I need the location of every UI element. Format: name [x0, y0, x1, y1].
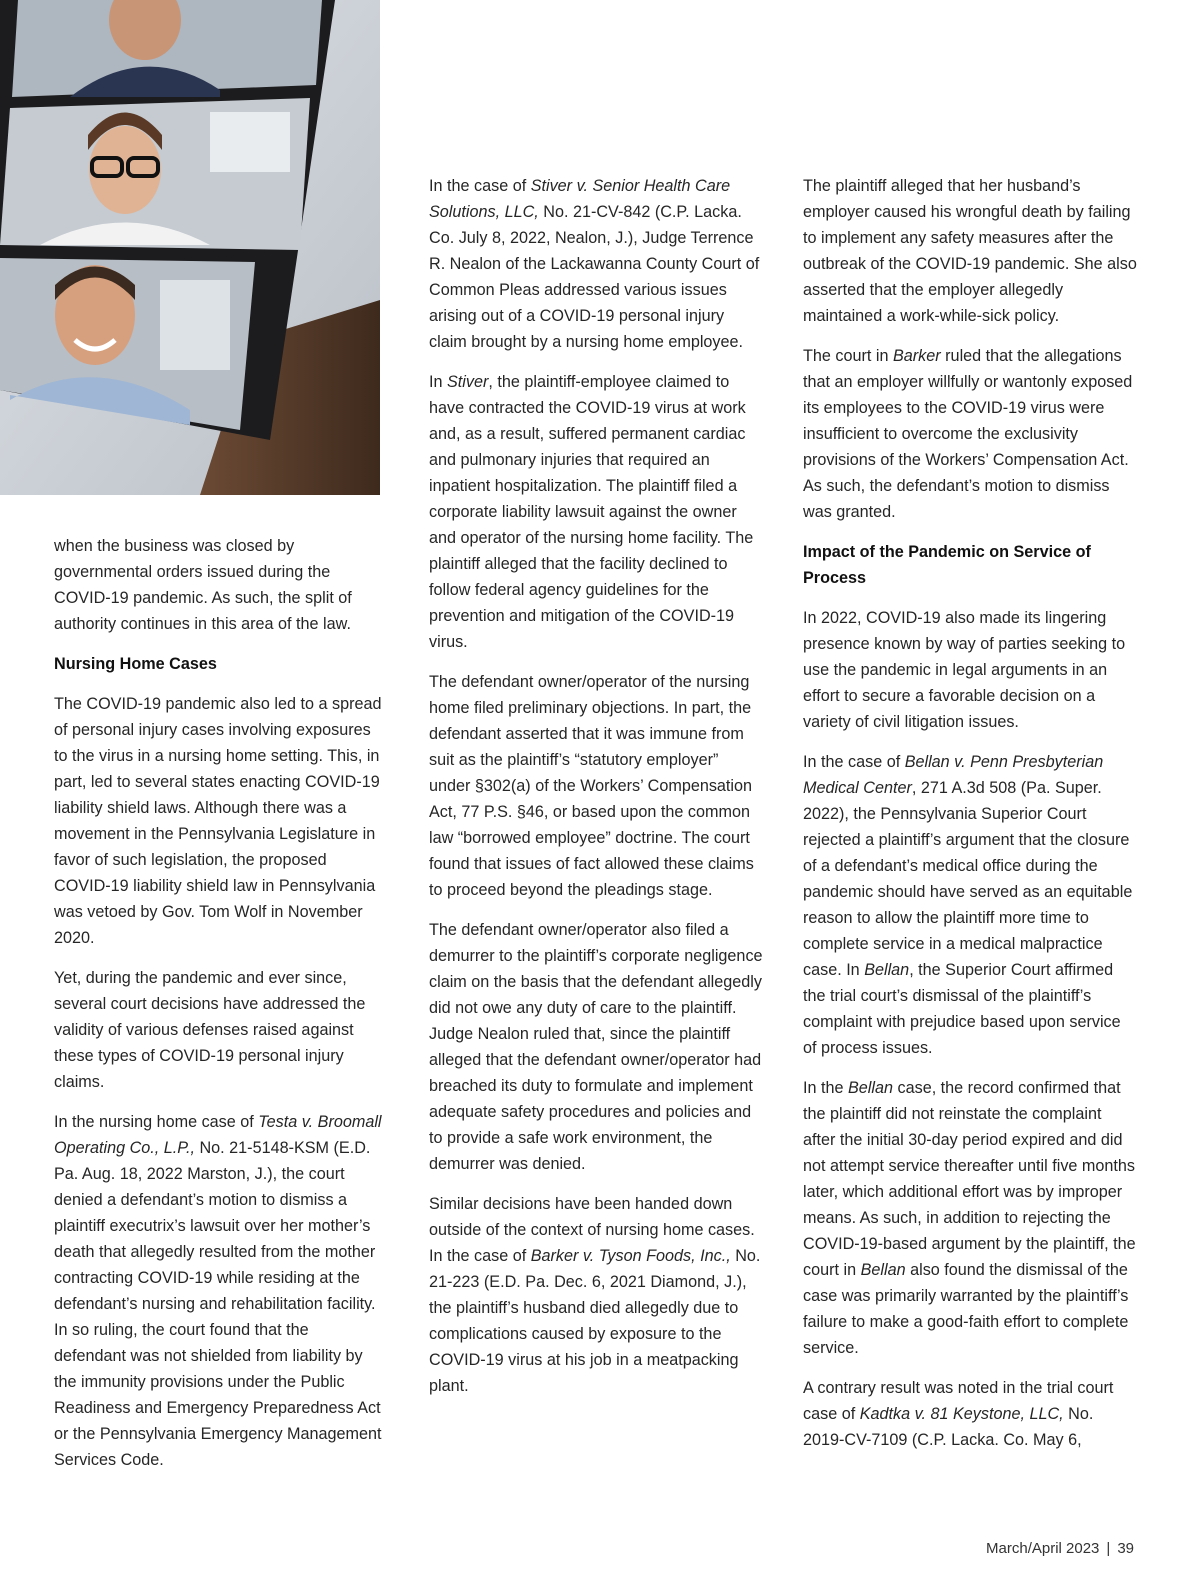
- paragraph: when the business was closed by governmental orders issued during the COVID-19 pandemic. As such, the split of authority continues in this area of the law.: [54, 537, 352, 633]
- paragraph: Yet, during the pandemic and ever since, several court decisions have addressed the validity of various defenses raised against these types of COVID-19 personal injury claims.: [54, 969, 366, 1091]
- paragraph: [803, 343, 1138, 525]
- case-citation: Kadtka v. 81 Keystone, LLC,: [859, 1405, 1064, 1423]
- paragraph: In 2022, COVID-19 also made its lingering presence known by way of parties seeking to use the pandemic in legal arguments in an effort to secure a favorable decision on a variety of civil litigation issues.: [803, 609, 1126, 731]
- text: In the case of: [429, 177, 531, 195]
- footer-separator: |: [1106, 1540, 1111, 1557]
- column-right: [803, 173, 1138, 1467]
- case-citation: Stiver: [447, 373, 489, 391]
- section-heading-service-of-process: Impact of the Pandemic on Service of Process: [803, 543, 1091, 587]
- text: In: [429, 373, 447, 391]
- case-citation: Stiver v. Senior Health Care Solutions, LLC,: [429, 177, 731, 221]
- paragraph: [429, 173, 764, 355]
- page-footer: [986, 1540, 1134, 1557]
- column-left: [54, 533, 384, 1487]
- text: , 271 A.3d 508 (Pa. Super. 2022), the Pennsylvania Superior Court rejected a plaintiff’s argument that the closure of a defendant’s medical office during the pandemic should have served as an equitable reason to allow the plaintiff more time to complete service in a medical malpractice case. In: [803, 779, 1133, 979]
- page-number: 39: [1117, 1540, 1134, 1557]
- case-citation: Barker: [892, 347, 941, 365]
- paragraph: The COVID-19 pandemic also led to a spread of personal injury cases involving exposures to the virus in a nursing home setting. This, in part, led to several states enacting COVID-19 liability shield laws. Although there was a movement in the Pennsylvania Legislature in favor of such legislation, the proposed COVID-19 liability shield law in Pennsylvania was vetoed by Gov. Tom Wolf in November 2020.: [54, 695, 382, 947]
- video-call-illustration: [0, 0, 380, 495]
- text: The court in: [803, 347, 893, 365]
- paragraph: The defendant owner/operator also filed a demurrer to the plaintiff’s corporate negligence claim on the basis that the defendant allegedly did not owe any duty of care to the plaintiff. Judge Nealon ruled that, since the plaintiff alleged that the defendant owner/operator had breached its duty to formulate and implement adequate safety procedures and policies and to provide a safe work environment, the demurrer was denied.: [429, 921, 763, 1173]
- text: In the: [803, 1079, 848, 1097]
- text: , the plaintiff-employee claimed to have contracted the COVID-19 virus at work and, as a result, suffered permanent cardiac and pulmonary injuries that required an inpatient hospitalization. The plaintiff filed a corporate liability lawsuit against the owner and operator of the nursing home facility. The plaintiff alleged that the facility declined to follow federal agency guidelines for the prevention and mitigation of the COVID-19 virus.: [429, 373, 754, 651]
- paragraph: The plaintiff alleged that her husband’s employer caused his wrongful death by failing to implement any safety measures after the outbreak of the COVID-19 pandemic. She also asserted that the employer allegedly maintained a work-while-sick policy.: [803, 177, 1137, 325]
- text: In the nursing home case of: [54, 1113, 259, 1131]
- case-citation: Testa v. Broomall Operating Co., L.P.,: [54, 1113, 382, 1157]
- section-heading-nursing-home-cases: Nursing Home Cases: [54, 655, 217, 673]
- paragraph: [803, 1375, 1138, 1453]
- text: No. 2019-CV-7109 (C.P. Lacka. Co. May 6,: [803, 1405, 1094, 1449]
- case-citation: Bellan: [860, 1261, 906, 1279]
- issue-date: March/April 2023: [986, 1540, 1100, 1557]
- article-photo: [0, 0, 380, 495]
- text: also found the dismissal of the case was primarily warranted by the plaintiff’s failure to make a good-faith effort to complete service.: [803, 1261, 1129, 1357]
- paragraph: [429, 1191, 764, 1399]
- case-citation: Bellan v. Penn Presbyterian Medical Center: [803, 753, 1104, 797]
- case-citation: Barker v. Tyson Foods, Inc.,: [530, 1247, 731, 1265]
- text: ruled that the allegations that an employer willfully or wantonly exposed its employees to the COVID-19 virus were insufficient to overcome the exclusivity provisions of the Workers’ Compensation Act. As such, the defendant’s motion to dismiss was granted.: [803, 347, 1133, 521]
- text: No. 21-CV-842 (C.P. Lacka. Co. July 8, 2022, Nealon, J.), Judge Terrence R. Nealon of the Lackawanna County Court of Common Pleas addressed various issues arising out of a COVID-19 personal injury claim brought by a nursing home employee.: [429, 203, 760, 351]
- text: In the case of: [803, 753, 905, 771]
- text: A contrary result was noted in the trial court case of: [803, 1379, 1114, 1423]
- case-citation: Bellan: [864, 961, 910, 979]
- paragraph: [54, 1109, 384, 1473]
- text: case, the record confirmed that the plaintiff did not reinstate the complaint after the initial 30-day period expired and did not attempt service thereafter until five months later, which additional effort was by improper means. As such, in addition to rejecting the COVID-19-based argument by the plaintiff, the court in: [803, 1079, 1136, 1279]
- paragraph: [429, 369, 764, 655]
- text: No. 21-5148-KSM (E.D. Pa. Aug. 18, 2022 Marston, J.), the court denied a defendant’s motion to dismiss a plaintiff executrix’s lawsuit over her mother’s death that allegedly resulted from the mother contracting COVID-19 while residing at the defendant’s nursing and rehabilitation facility. In so ruling, the court found that the defendant was not shielded from liability by the immunity provisions under the Public Readiness and Emergency Preparedness Act or the Pennsylvania Emergency Management Services Code.: [54, 1139, 382, 1469]
- text: Similar decisions have been handed down outside of the context of nursing home cases. In the case of: [429, 1195, 755, 1265]
- case-citation: Bellan: [848, 1079, 893, 1097]
- paragraph: [803, 1075, 1138, 1361]
- paragraph: The defendant owner/operator of the nursing home filed preliminary objections. In part, the defendant asserted that it was immune from suit as the plaintiff’s “statutory employer” under §302(a) of the Workers’ Compensation Act, 77 P.S. §46, or based upon the common law “borrowed employee” doctrine. The court found that issues of fact allowed these claims to proceed beyond the pleadings stage.: [429, 673, 754, 899]
- paragraph: [803, 749, 1138, 1061]
- text: No. 21-223 (E.D. Pa. Dec. 6, 2021 Diamond, J.), the plaintiff’s husband died allegedly due to complications caused by exposure to the COVID-19 virus at his job in a meatpacking plant.: [429, 1247, 761, 1395]
- text: , the Superior Court affirmed the trial court’s dismissal of the plaintiff’s complaint with prejudice based upon service of process issues.: [803, 961, 1121, 1057]
- column-middle: [429, 173, 764, 1413]
